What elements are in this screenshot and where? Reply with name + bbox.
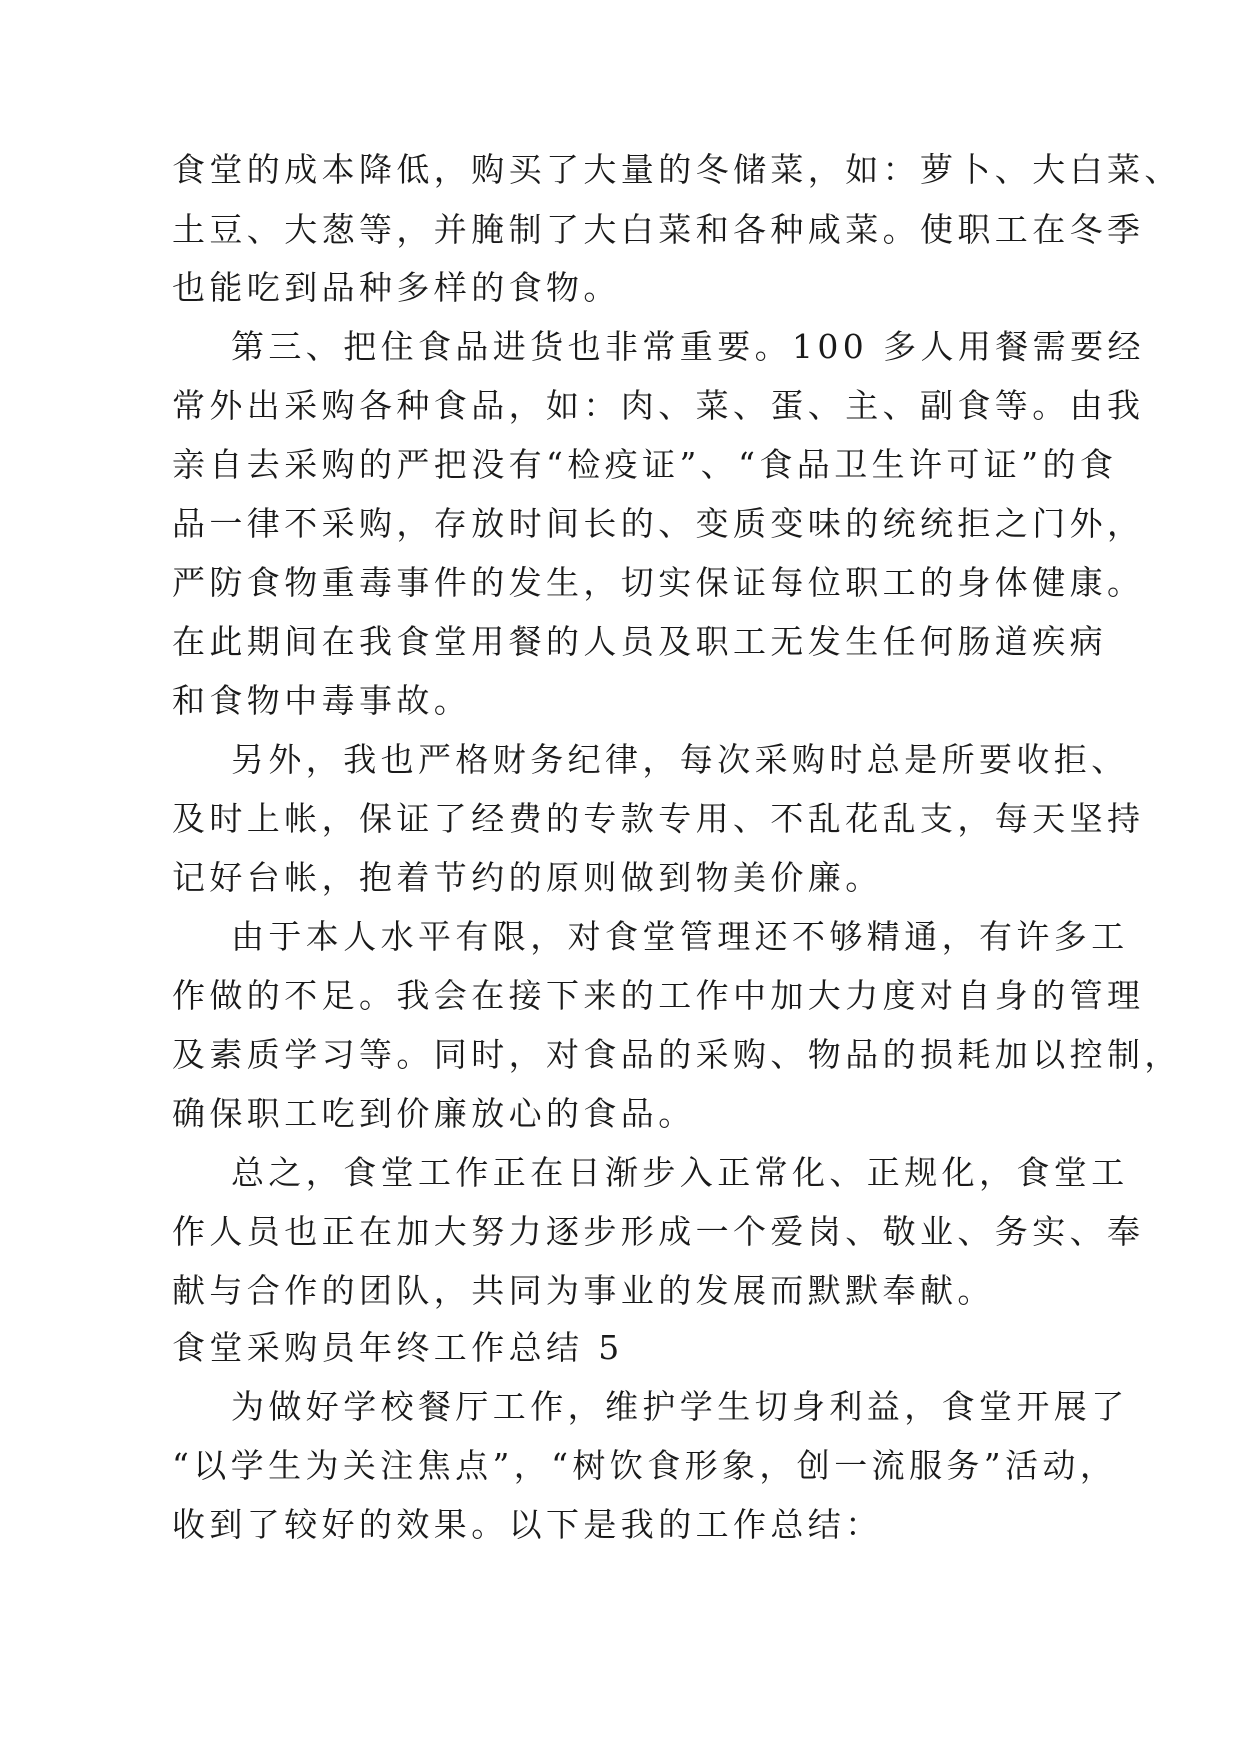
text-line: 也能吃到品种多样的食物。 [172, 268, 621, 307]
text-line: 献与合作的团队，共同为事业的发展而默默奉献。 [172, 1271, 995, 1310]
text-line: “以学生为关注焦点”，“树饮食形象，创一流服务”活动， [172, 1446, 1118, 1485]
text-line: 严防食物重毒事件的发生，切实保证每位职工的身体健康。 [172, 563, 1145, 602]
section-heading: 食堂采购员年终工作总结 5 [172, 1328, 624, 1367]
text-line: 记好台帐，抱着节约的原则做到物美价廉。 [172, 858, 883, 897]
text-line: 品一律不采购，存放时间长的、变质变味的统统拒之门外， [172, 504, 1145, 543]
text-line: 土豆、大葱等，并腌制了大白菜和各种咸菜。使职工在冬季 [172, 210, 1145, 249]
text-line: 及素质学习等。同时，对食品的采购、物品的损耗加以控制， [172, 1035, 1182, 1074]
text-line: 及时上帐，保证了经费的专款专用、不乱花乱支，每天坚持 [172, 799, 1145, 838]
text-line: 和食物中毒事故。 [172, 681, 472, 720]
text-line: 在此期间在我食堂用餐的人员及职工无发生任何肠道疾病 [172, 622, 1107, 661]
text-line: 另外，我也严格财务纪律，每次采购时总是所要收拒、 [231, 740, 1129, 779]
text-line: 亲自去采购的严把没有“检疫证”、“食品卫生许可证”的食 [172, 445, 1118, 484]
text-line: 为做好学校餐厅工作，维护学生切身利益，食堂开展了 [231, 1387, 1129, 1426]
text-line: 作人员也正在加大努力逐步形成一个爱岗、敬业、务实、奉 [172, 1212, 1145, 1251]
text-line: 由于本人水平有限，对食堂管理还不够精通，有许多工 [231, 917, 1129, 956]
text-line: 收到了较好的效果。以下是我的工作总结： [172, 1505, 883, 1544]
text-line: 确保职工吃到价廉放心的食品。 [172, 1094, 696, 1133]
text-line: 总之，食堂工作正在日渐步入正常化、正规化，食堂工 [231, 1153, 1129, 1192]
text-line: 第三、把住食品进货也非常重要。100 多人用餐需要经 [231, 327, 1145, 366]
text-line: 常外出采购各种食品，如：肉、菜、蛋、主、副食等。由我 [172, 386, 1145, 425]
text-line: 作做的不足。我会在接下来的工作中加大力度对自身的管理 [172, 976, 1145, 1015]
text-line: 食堂的成本降低，购买了大量的冬储菜，如：萝卜、大白菜、 [172, 150, 1182, 189]
